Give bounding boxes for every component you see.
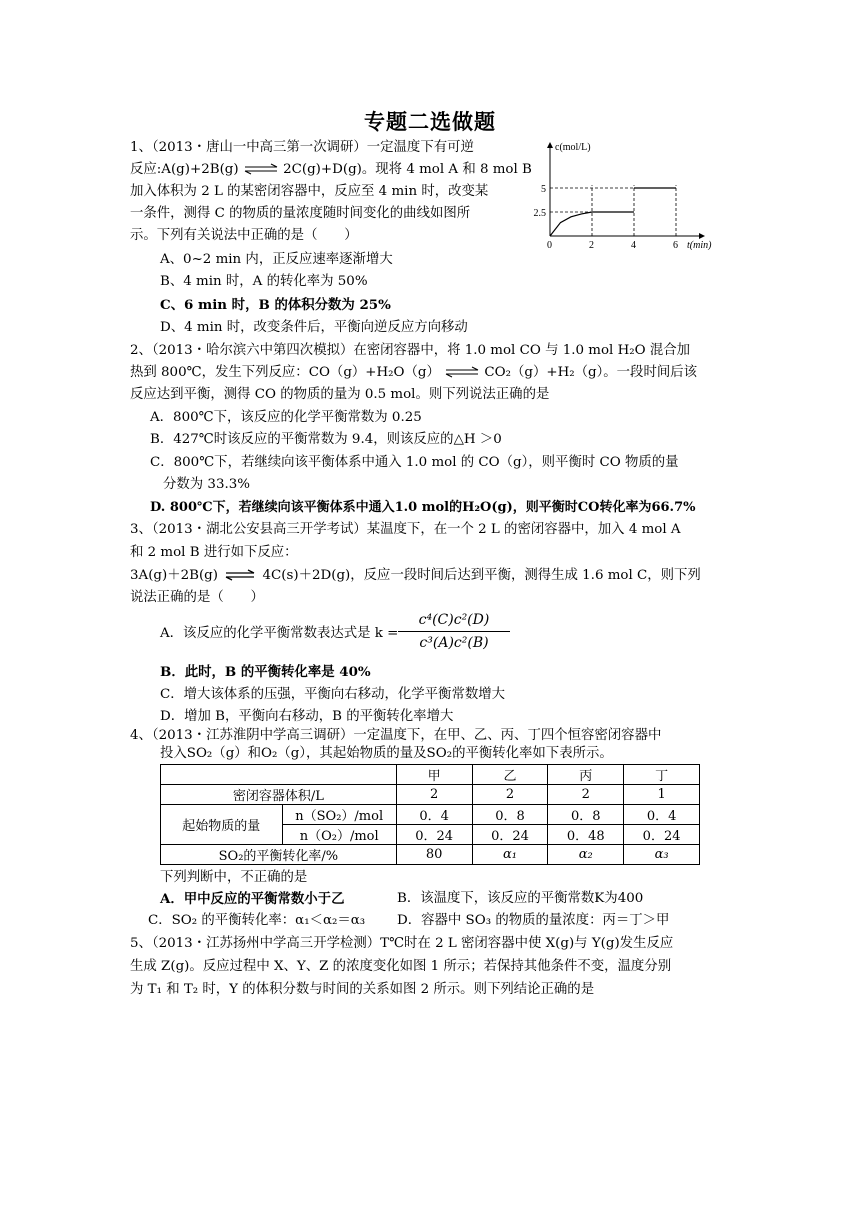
x-tick-label: 4 [631,240,636,250]
q2-line-2 [130,365,697,381]
table-cell: 2 [548,785,624,805]
q1-option-a: A、0~2 min 内，正反应速率逐渐增大 [160,252,393,267]
q3-option-a: A．该反应的化学平衡常数表达式是 k = [160,626,399,641]
q2-option-d: D. 800℃下，若继续向该平衡体系中通入1.0 mol的H₂O(g)，则平衡时CO转化率为66.7% [150,500,696,515]
x-axis-label: t(min) [687,240,712,250]
q1-option-c: C、6 min 时，B 的体积分数为 25% [160,297,391,313]
y-tick-label: 2.5 [533,208,546,219]
table-cell: 2 [472,785,548,805]
table-cell: 2 [396,785,472,805]
q1-line-1: 1、（2013・唐山一中高三第一次调研）一定温度下有可逆 [130,140,474,155]
q2-reactants: 热到 800℃，发生下列反应：CO（g）+H₂O（g） [130,365,440,380]
table-cell: 0．4 [396,805,472,825]
q3-line-3 [130,568,701,584]
fraction-numerator: c⁴(C)c²(D) [398,612,510,632]
q2-option-c-line-2: 分数为 33.3% [163,477,250,492]
y-tick-label: 5 [541,184,546,195]
q5-line-1: 5、（2013・江苏扬州中学高三开学检测）T℃时在 2 L 密闭容器中使 X(g)与 Y(g)发生反应 [130,936,674,951]
q5-line-2: 生成 Z(g)。反应过程中 X、Y、Z 的浓度变化如图 1 所示；若保持其他条件不变，温度分别 [130,959,672,974]
table-cell: α₂ [548,845,624,865]
q2-option-a: A．800℃下，该反应的化学平衡常数为 0.25 [150,410,422,425]
table-header-cell: 甲 [396,765,472,785]
equilibrium-arrow-icon [222,569,258,581]
table-cell: 80 [396,845,472,865]
page-title: 专题二选做题 [364,110,496,134]
table-cell: α₁ [472,845,548,865]
table-row [161,845,700,865]
q1-line-3: 加入体积为 2 L 的某密闭容器中，反应至 4 min 时，改变某 [130,184,489,199]
y-axis-arrow-icon [547,142,553,148]
table-row [161,785,700,805]
q3-option-b: B．此时，B 的平衡转化率是 40% [160,664,371,680]
table-header-cell: 丙 [548,765,624,785]
table-row-label: 密闭容器体积/L [161,785,397,805]
q1-option-d: D、4 min 时，改变条件后，平衡向逆反应方向移动 [160,320,468,335]
q1-option-b: B、4 min 时，A 的转化率为 50% [160,274,368,289]
conversion-table [160,764,700,865]
q2-products: CO₂（g）+H₂（g）。一段时间后该 [484,365,698,380]
table-cell: 0．8 [548,805,624,825]
q2-option-b: B．427℃时该反应的平衡常数为 9.4，则该反应的△H ＞0 [150,432,502,447]
table-cell: 0．24 [396,825,472,845]
fraction-denominator: c³(A)c²(B) [419,635,489,651]
q4-option-b: B．该温度下，该反应的平衡常数K为400 [397,891,644,906]
table-cell: 0．4 [624,805,700,825]
table-row [161,805,700,825]
table-row-label: n（O₂）/mol [282,825,396,845]
y-axis-label: c(mol/L) [555,142,591,153]
q5-line-3: 为 T₁ 和 T₂ 时，Y 的体积分数与时间的关系如图 2 所示。则下列结论正确的是 [130,982,595,997]
equilibrium-arrow-icon [444,366,480,378]
q4-line-3: 下列判断中，不正确的是 [160,870,308,885]
x-tick-label: 0 [547,240,552,250]
equilibrium-constant-fraction [398,612,510,651]
q1-reactants: 反应:A(g)+2B(g) [130,162,239,177]
q2-option-c-line-1: C．800℃下，若继续向该平衡体系中通入 1.0 mol 的 CO（g），则平衡时 CO 物质的量 [150,455,679,470]
table-cell [161,765,397,785]
q3-line-2: 和 2 mol B 进行如下反应： [130,545,298,560]
q3-option-d: D．增加 B，平衡向右移动，B 的平衡转化率增大 [160,709,454,724]
q3-line-4: 说法正确的是（ ） [130,590,264,605]
q4-line-1: 4、（2013・江苏淮阴中学高三调研）一定温度下，在甲、乙、丙、丁四个恒容密闭容器中 [130,728,662,743]
q2-line-1: 2、（2013・哈尔滨六中第四次模拟）在密闭容器中，将 1.0 mol CO 与 1.0 mol H₂O 混合加 [130,343,691,358]
x-tick-label: 2 [589,240,594,250]
table-cell: 0．24 [624,825,700,845]
q3-line-1: 3、（2013・湖北公安县高三开学考试）某温度下，在一个 2 L 的密闭容器中，加入 4 mol A [130,522,681,537]
table-cell: α₃ [624,845,700,865]
table-header-row [161,765,700,785]
table-cell: 0．8 [472,805,548,825]
table-cell: 1 [624,785,700,805]
q4-line-2: 投入SO₂（g）和O₂（g），其起始物质的量及SO₂的平衡转化率如下表所示。 [160,746,613,761]
q1-line-4: 一条件，测得 C 的物质的量浓度随时间变化的曲线如图所 [130,206,471,221]
q1-line-5: 示。下列有关说法中正确的是（ ） [130,228,358,243]
equilibrium-arrow-icon [243,163,279,175]
q4-option-d: D．容器中 SO₃ 的物质的量浓度：丙＝丁＞甲 [397,913,670,928]
table-cell: 0．24 [472,825,548,845]
x-tick-label: 6 [673,240,678,250]
table-row-label: n（SO₂）/mol [282,805,396,825]
q3-reactants: 3A(g)＋2B(g) [130,568,218,583]
table-header-cell: 乙 [472,765,548,785]
q1-line-2 [130,162,532,178]
q3-products: 4C(s)＋2D(g)，反应一段时间后达到平衡，测得生成 1.6 mol C，则下列 [262,568,701,583]
x-axis-arrow-icon [699,233,705,239]
q4-option-c: C．SO₂ 的平衡转化率：α₁＜α₂＝α₃ [148,913,366,928]
table-group-label: 起始物质的量 [161,805,283,845]
q1-products: 2C(g)+D(g)。现将 4 mol A 和 8 mol B [283,162,532,177]
q4-option-a: A．甲中反应的平衡常数小于乙 [160,891,345,907]
q2-line-3: 反应达到平衡，测得 CO 的物质的量为 0.5 mol。则下列说法正确的是 [130,387,550,402]
table-cell: 0．48 [548,825,624,845]
q3-option-c: C．增大该体系的压强，平衡向右移动，化学平衡常数增大 [160,687,506,702]
concentration-time-chart [528,138,728,250]
table-row-label: SO₂的平衡转化率/% [161,845,397,865]
table-header-cell: 丁 [624,765,700,785]
